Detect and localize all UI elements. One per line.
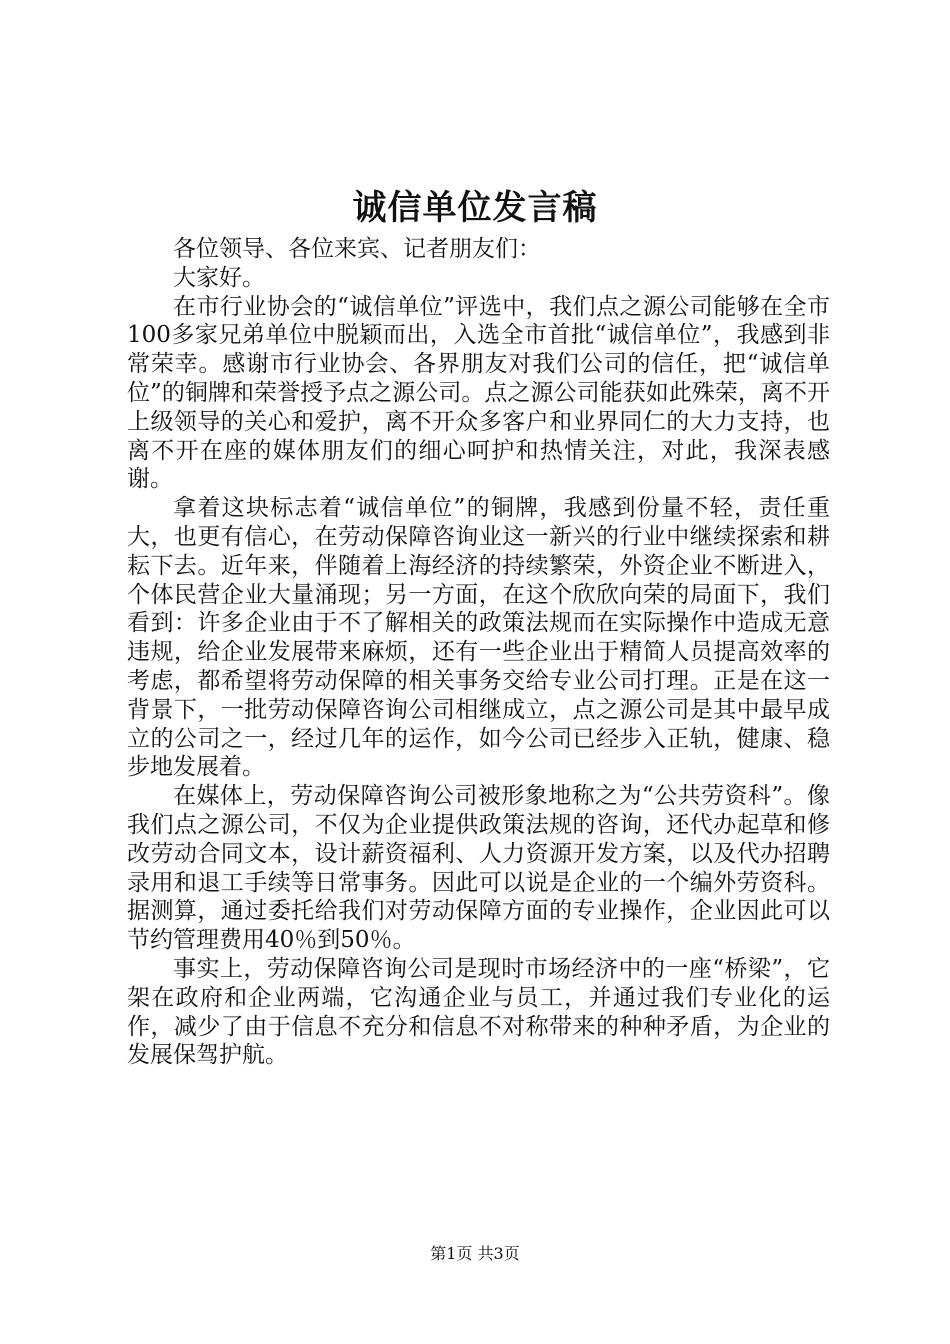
salutation: 各位领导、各位来宾、记者朋友们： bbox=[173, 236, 541, 262]
paragraph-3: 在媒体上，劳动保障咨询公司被形象地称之为“公共劳资科”。像我们点之源公司，不仅为企业提供政策法规的咨询，还代办起草和修改劳动合同文本，设计薪资福利、人力资源开发方案，以及代办招聘录用和退工手续等日常事务。因此可以说是企业的一个编外劳资科。据测算，通过委托给我们对劳动保障方面的专业操作，企业因此可以节约管理费用40％到50％。 bbox=[127, 783, 830, 954]
page-footer: 第1页 共3页 bbox=[430, 1244, 520, 1263]
paragraph-4: 事实上，劳动保障咨询公司是现时市场经济中的一座“桥梁”，它架在政府和企业两端，它沟通企业与员工，并通过我们专业化的运作，减少了由于信息不充分和信息不对称带来的种种矛盾，为企业的发展保驾护航。 bbox=[127, 955, 830, 1069]
speech-body bbox=[127, 235, 830, 1070]
paragraph-1: 在市行业协会的“诚信单位”评选中，我们点之源公司能够在全市100多家兄弟单位中脱颖而出，入选全市首批“诚信单位”，我感到非常荣幸。感谢市行业协会、各界朋友对我们公司的信任，把“诚信单位”的铜牌和荣誉授予点之源公司。点之源公司能获如此殊荣，离不开上级领导的关心和爱护，离不开众多客户和业界同仁的大力支持，也离不开在座的媒体朋友们的细心呵护和热情关注，对此，我深表感谢。 bbox=[127, 293, 830, 493]
paragraph-2: 拿着这块标志着“诚信单位”的铜牌，我感到份量不轻，责任重大，也更有信心，在劳动保障咨询业这一新兴的行业中继续探索和耕耘下去。近年来，伴随着上海经济的持续繁荣，外资企业不断进入，个体民营企业大量涌现；另一方面，在这个欣欣向荣的局面下，我们看到：许多企业由于不了解相关的政策法规而在实际操作中造成无意违规，给企业发展带来麻烦，还有一些企业出于精简人员提高效率的考虑，都希望将劳动保障的相关事务交给专业公司打理。正是在这一背景下，一批劳动保障咨询公司相继成立，点之源公司是其中最早成立的公司之一，经过几年的运作，如今公司已经步入正轨，健康、稳步地发展着。 bbox=[127, 495, 830, 781]
greeting: 大家好。 bbox=[173, 264, 265, 291]
page-title: 诚信单位发言稿 bbox=[352, 188, 598, 228]
